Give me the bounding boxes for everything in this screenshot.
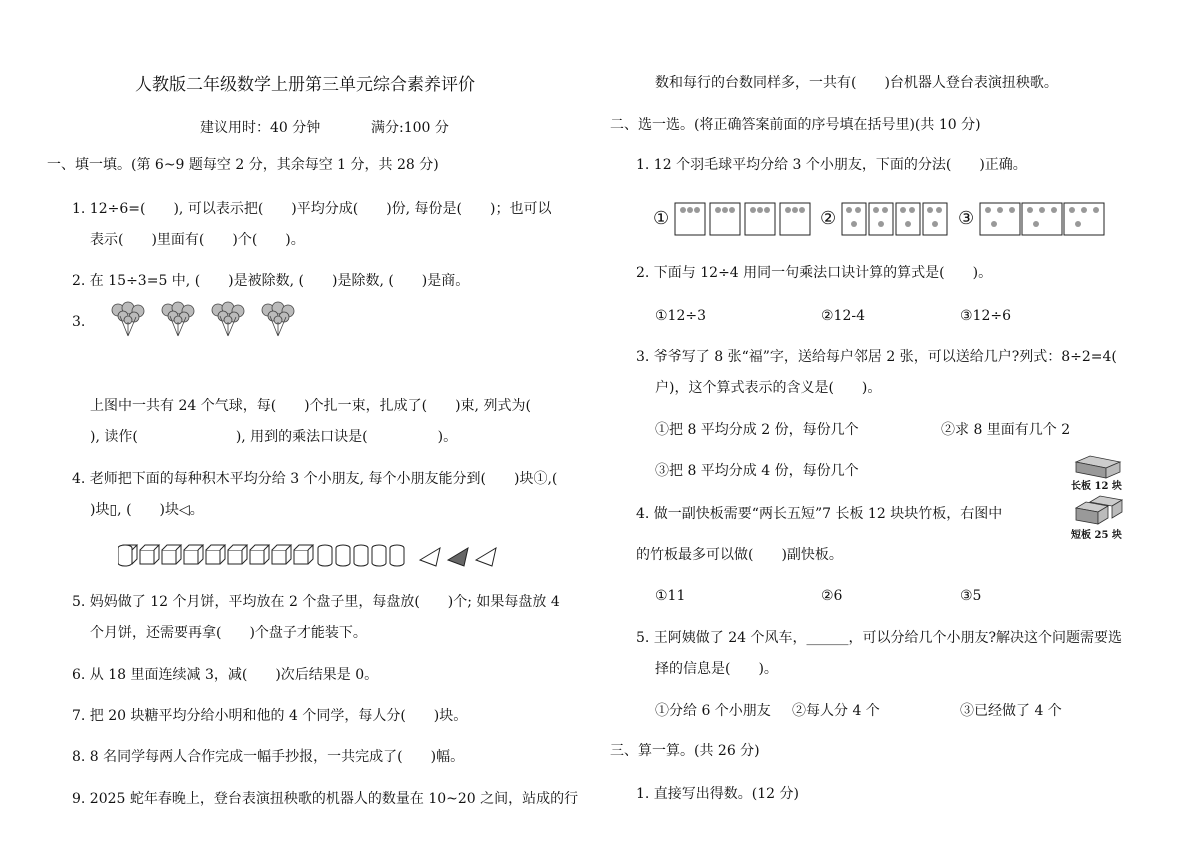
section-3-question-1: 1. 直接写出得数。(12 分) <box>636 786 799 802</box>
question-9-line-2: 数和每行的台数同样多，一共有( )台机器人登台表演扭秧歌。 <box>655 75 1058 91</box>
mc-question-5-line-1: 5. 王阿姨做了 24 个风车，______，可以分给几个小朋友?解决这个问题需要选 <box>636 630 1123 646</box>
option-3-shuttlecock-groups <box>979 202 1105 236</box>
section-2-heading: 二、选一选。(将正确答案前面的序号填在括号里)(共 10 分) <box>610 117 981 133</box>
option-2-label: ② <box>820 208 837 229</box>
option-2-shuttlecock-groups <box>841 202 949 236</box>
shuttlecock-groups-icon <box>841 202 949 236</box>
question-3-number: 3. <box>72 314 86 330</box>
question-4-line-2: )块▯, ( )块◁。 <box>90 502 204 518</box>
mc-question-3-line-2: 户)，这个算式表示的含义是( )。 <box>655 380 882 396</box>
page-title: 人教版二年级数学上册第三单元综合素养评价 <box>135 75 475 95</box>
shuttlecock-groups-icon <box>979 202 1105 236</box>
section-3-heading: 三、算一算。(共 26 分) <box>610 743 760 759</box>
balloon-bunches-icon <box>108 300 308 342</box>
mc-question-2-option-3: ③12÷6 <box>960 308 1012 324</box>
question-3-line-2: ), 读作( ), 用到的乘法口诀是( )。 <box>90 429 458 445</box>
building-blocks-icon <box>118 544 503 568</box>
building-blocks-image <box>118 544 503 568</box>
full-score: 满分:100 分 <box>371 120 449 136</box>
mc-question-4-line-1: 4. 做一副快板需要“两长五短”7 长板 12 块块竹板，右图中 <box>636 506 1003 522</box>
question-2: 2. 在 15÷3=5 中, ( )是被除数, ( )是除数, ( )是商。 <box>72 273 470 289</box>
mc-question-3-line-1: 3. 爷爷写了 8 张“福”字，送给每户邻居 2 张，可以送给几户?列式：8÷2=4( <box>636 349 1117 365</box>
question-9-line-1: 9. 2025 蛇年春晚上，登台表演扭秧歌的机器人的数量在 10~20 之间，站成的行 <box>72 791 579 807</box>
mc-question-2-option-2: ②12-4 <box>821 308 866 324</box>
mc-question-4-option-1: ①11 <box>655 588 686 604</box>
mc-question-5-option-2: ②每人分 4 个 <box>792 703 880 719</box>
bamboo-boards-image <box>1072 452 1126 542</box>
mc-question-2: 2. 下面与 12÷4 用同一句乘法口诀计算的算式是( )。 <box>636 265 993 281</box>
mc-question-4-option-3: ③5 <box>960 588 982 604</box>
option-3-label: ③ <box>958 208 975 229</box>
mc-question-3-option-1: ①把 8 平均分成 2 份，每份几个 <box>655 422 859 438</box>
question-7: 7. 把 20 块糖平均分给小明和他的 4 个同学，每人分( )块。 <box>72 708 468 724</box>
bamboo-boards-icon <box>1072 452 1126 542</box>
long-boards-caption: 长板 12 块 <box>1071 481 1122 492</box>
question-8: 8. 8 名同学每两人合作完成一幅手抄报，一共完成了( )幅。 <box>72 749 465 765</box>
question-4-line-1: 4. 老师把下面的每种积木平均分给 3 个小朋友, 每个小朋友能分到( )块①,( <box>72 471 558 487</box>
mc-question-5-option-3: ③已经做了 4 个 <box>960 703 1062 719</box>
mc-question-3-option-3: ③把 8 平均分成 4 份，每份几个 <box>655 463 859 479</box>
question-1-line-2: 表示( )里面有( )个( )。 <box>90 232 305 248</box>
mc-question-4-line-2: 的竹板最多可以做( )副快板。 <box>636 547 843 563</box>
mc-question-1: 1. 12 个羽毛球平均分给 3 个小朋友，下面的分法( )正确。 <box>636 157 1027 173</box>
mc-question-5-option-1: ①分给 6 个小朋友 <box>655 703 771 719</box>
option-1-shuttlecock-groups <box>674 202 814 236</box>
shuttlecock-groups-icon <box>674 202 814 236</box>
question-1-line-1: 1. 12÷6=( ), 可以表示把( )平均分成( )份, 每份是( )；也可以 <box>72 201 552 217</box>
question-3-line-1: 上图中一共有 24 个气球，每( )个扎一束，扎成了( )束, 列式为( <box>90 398 531 414</box>
question-5-line-2: 个月饼，还需要再拿( )个盘子才能装下。 <box>90 625 367 641</box>
section-1-heading: 一、填一填。(第 6~9 题每空 2 分，其余每空 1 分，共 28 分) <box>47 157 439 173</box>
mc-question-3-option-2: ②求 8 里面有几个 2 <box>941 422 1071 438</box>
mc-question-2-option-1: ①12÷3 <box>655 308 707 324</box>
mc-question-4-option-2: ②6 <box>821 588 843 604</box>
question-5-line-1: 5. 妈妈做了 12 个月饼，平均放在 2 个盘子里，每盘放( )个; 如果每盘放 4 <box>72 594 560 610</box>
suggested-time: 建议用时：40 分钟 <box>200 120 321 136</box>
mc-question-5-line-2: 择的信息是( )。 <box>655 661 778 677</box>
question-6: 6. 从 18 里面连续减 3，减( )次后结果是 0。 <box>72 667 379 683</box>
option-1-label: ① <box>653 208 670 229</box>
balloon-bunches-image <box>108 300 308 342</box>
short-boards-caption: 短板 25 块 <box>1071 530 1122 541</box>
